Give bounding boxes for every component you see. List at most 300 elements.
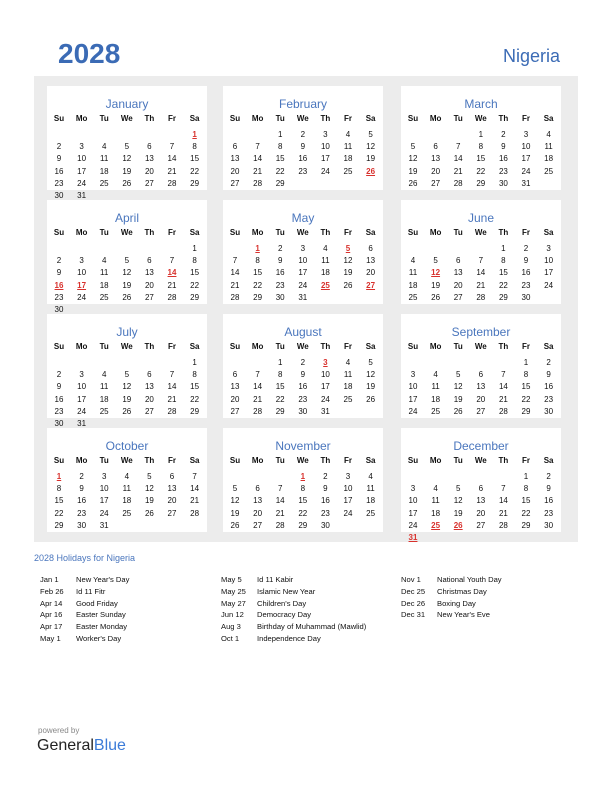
holiday-date: Apr 17 [40, 622, 63, 632]
holiday-name: Boxing Day [437, 598, 476, 608]
day-cell: 19 [144, 496, 154, 506]
day-cell: 24 [298, 280, 308, 290]
weekday-header: Tu [99, 456, 109, 465]
day-cell: 25 [122, 508, 132, 518]
day-cell: 29 [275, 178, 285, 188]
day-cell: 13 [431, 154, 441, 164]
holiday-day-cell: 17 [77, 280, 87, 290]
day-cell: 21 [230, 280, 240, 290]
day-cell: 26 [408, 178, 418, 188]
day-cell: 30 [54, 191, 64, 200]
day-cell: 3 [523, 130, 529, 139]
weekday-header: Mo [429, 114, 442, 123]
day-cell: 29 [521, 520, 531, 530]
day-cell: 22 [498, 280, 508, 290]
day-cell: 2 [323, 472, 328, 481]
day-cell: 16 [54, 166, 64, 176]
day-cell: 23 [498, 166, 508, 176]
day-cell: 12 [453, 496, 463, 506]
day-cell: 29 [253, 292, 263, 302]
day-cell: 3 [323, 130, 328, 139]
month-january [47, 86, 207, 200]
day-cell: 26 [453, 406, 463, 416]
holiday-name: Id 11 Fitr [76, 586, 106, 596]
weekday-header: Fr [344, 228, 352, 237]
day-cell: 25 [544, 166, 554, 176]
month-title: March [464, 97, 498, 111]
day-cell: 7 [169, 256, 175, 266]
day-cell: 22 [275, 394, 285, 404]
month-title: January [105, 97, 149, 111]
day-cell: 23 [521, 280, 531, 290]
day-cell: 24 [77, 406, 87, 416]
weekday-header: Mo [251, 456, 264, 465]
day-cell: 30 [275, 292, 285, 302]
month-title: October [105, 439, 149, 453]
weekday-header: Fr [168, 456, 176, 465]
month-october [47, 428, 207, 532]
holiday-day-cell: 12 [431, 268, 441, 278]
weekday-header: We [120, 228, 133, 237]
day-cell: 23 [544, 508, 554, 518]
day-cell: 4 [345, 130, 351, 139]
day-cell: 15 [298, 496, 308, 506]
day-cell: 7 [455, 142, 461, 152]
holiday-day-cell: 1 [192, 130, 197, 139]
day-cell: 6 [255, 484, 260, 494]
day-cell: 20 [476, 508, 486, 518]
day-cell: 28 [476, 292, 486, 302]
day-cell: 28 [498, 406, 508, 416]
day-cell: 18 [408, 280, 418, 290]
day-cell: 15 [275, 382, 285, 392]
day-cell: 18 [431, 394, 441, 404]
weekday-header: Fr [522, 228, 530, 237]
day-cell: 21 [498, 508, 508, 518]
holiday-date: Dec 26 [401, 598, 426, 608]
day-cell: 11 [431, 382, 440, 392]
holiday-date: Jan 1 [40, 575, 59, 584]
day-cell: 21 [498, 394, 508, 404]
day-cell: 6 [232, 370, 238, 380]
weekday-header: Tu [99, 114, 109, 123]
day-cell: 17 [521, 154, 531, 164]
day-cell: 12 [144, 484, 154, 494]
day-cell: 19 [453, 394, 463, 404]
weekday-header: Su [407, 342, 419, 351]
weekday-header: Sa [365, 114, 376, 123]
weekday-header: Su [229, 228, 241, 237]
holiday-day-cell: 1 [255, 244, 260, 253]
day-cell: 28 [167, 406, 177, 416]
day-cell: 31 [521, 178, 531, 188]
day-cell: 10 [343, 484, 353, 494]
day-cell: 10 [408, 496, 418, 506]
day-cell: 21 [476, 280, 486, 290]
day-cell: 11 [431, 496, 440, 506]
day-cell: 3 [345, 472, 351, 481]
day-cell: 6 [147, 256, 152, 266]
day-cell: 10 [320, 370, 330, 380]
day-cell: 22 [521, 394, 531, 404]
day-cell: 15 [54, 496, 64, 506]
day-cell: 17 [320, 382, 330, 392]
holiday-date: Apr 14 [40, 598, 63, 608]
day-cell: 1 [501, 244, 506, 253]
weekday-header: Th [498, 456, 509, 465]
month-may [223, 200, 383, 304]
day-cell: 19 [366, 382, 376, 392]
day-cell: 2 [501, 130, 506, 139]
day-cell: 6 [232, 142, 238, 152]
day-cell: 24 [99, 508, 109, 518]
day-cell: 7 [478, 256, 484, 266]
day-cell: 20 [453, 280, 463, 290]
day-cell: 18 [99, 394, 109, 404]
day-cell: 26 [366, 394, 376, 404]
day-cell: 30 [320, 520, 330, 530]
day-cell: 28 [498, 520, 508, 530]
day-cell: 20 [144, 394, 154, 404]
holiday-date: Dec 25 [401, 586, 426, 596]
weekday-header: Th [498, 228, 509, 237]
day-cell: 27 [230, 406, 240, 416]
weekday-header: Tu [275, 228, 285, 237]
year-title: 2028 [58, 38, 121, 69]
holiday-day-cell: 27 [366, 280, 376, 290]
weekday-header: Fr [168, 228, 176, 237]
holiday-day-cell: 25 [320, 280, 330, 290]
day-cell: 25 [343, 166, 353, 176]
day-cell: 16 [298, 382, 308, 392]
weekday-header: We [474, 114, 487, 123]
weekday-header: We [120, 342, 133, 351]
day-cell: 19 [122, 166, 132, 176]
day-cell: 13 [453, 268, 463, 278]
weekday-header: Tu [453, 228, 463, 237]
day-cell: 11 [100, 382, 109, 392]
day-cell: 21 [167, 280, 177, 290]
day-cell: 6 [478, 484, 484, 494]
weekday-header: Su [229, 456, 241, 465]
day-cell: 30 [54, 305, 64, 314]
day-cell: 19 [122, 280, 132, 290]
month-august [223, 314, 383, 418]
day-cell: 17 [408, 508, 418, 518]
month-title: November [275, 439, 331, 453]
weekday-header: Fr [168, 342, 176, 351]
holiday-name: Worker's Day [76, 633, 122, 643]
day-cell: 22 [298, 508, 308, 518]
weekday-header: Sa [543, 342, 554, 351]
day-cell: 15 [498, 268, 508, 278]
month-title: August [284, 325, 322, 339]
day-cell: 9 [277, 256, 283, 266]
day-cell: 12 [366, 370, 376, 380]
weekday-header: Mo [75, 114, 88, 123]
weekday-header: Su [407, 456, 419, 465]
weekday-header: Fr [344, 342, 352, 351]
day-cell: 14 [253, 154, 263, 164]
day-cell: 7 [169, 370, 175, 380]
weekday-header: Sa [365, 228, 376, 237]
day-cell: 4 [345, 358, 351, 367]
weekday-header: Fr [522, 114, 530, 123]
brand-general: General [37, 737, 94, 754]
day-cell: 9 [56, 154, 62, 164]
day-cell: 22 [190, 394, 200, 404]
day-cell: 13 [366, 256, 376, 266]
holiday-date: May 1 [40, 633, 61, 643]
day-cell: 28 [190, 508, 200, 518]
day-cell: 1 [478, 130, 484, 139]
day-cell: 17 [544, 268, 554, 278]
day-cell: 23 [544, 394, 554, 404]
holiday-name: Children's Day [257, 598, 307, 608]
weekday-header: Sa [543, 228, 554, 237]
day-cell: 26 [122, 406, 132, 416]
weekday-header: Th [144, 228, 155, 237]
day-cell: 15 [521, 496, 531, 506]
holiday-date: May 5 [221, 575, 242, 584]
day-cell: 20 [253, 508, 263, 518]
day-cell: 7 [255, 370, 260, 380]
weekday-header: We [296, 342, 309, 351]
weekday-header: Fr [344, 114, 352, 123]
day-cell: 10 [298, 256, 308, 266]
day-cell: 23 [320, 508, 330, 518]
day-cell: 21 [275, 508, 285, 518]
weekday-header: We [474, 228, 487, 237]
day-cell: 9 [56, 268, 62, 278]
day-cell: 21 [167, 166, 177, 176]
day-cell: 25 [99, 292, 109, 302]
day-cell: 7 [232, 256, 238, 266]
day-cell: 17 [343, 496, 353, 506]
holiday-date: May 25 [221, 586, 246, 596]
day-cell: 14 [498, 382, 508, 392]
day-cell: 4 [323, 244, 328, 253]
holiday-day-cell: 31 [408, 533, 418, 542]
day-cell: 5 [455, 370, 461, 380]
day-cell: 2 [300, 358, 306, 367]
day-cell: 8 [192, 142, 197, 152]
day-cell: 21 [167, 394, 177, 404]
weekday-header: Tu [99, 228, 109, 237]
day-cell: 21 [453, 166, 463, 176]
day-cell: 15 [253, 268, 263, 278]
day-cell: 1 [192, 244, 197, 253]
day-cell: 9 [523, 256, 529, 266]
day-cell: 29 [275, 406, 285, 416]
weekday-header: Th [320, 456, 331, 465]
day-cell: 7 [255, 142, 260, 152]
weekday-header: We [296, 114, 309, 123]
month-title: July [116, 325, 138, 339]
holiday-day-cell: 1 [56, 472, 62, 481]
day-cell: 20 [230, 394, 240, 404]
day-cell: 31 [77, 191, 87, 200]
day-cell: 16 [298, 154, 308, 164]
day-cell: 2 [56, 370, 62, 380]
day-cell: 27 [144, 178, 154, 188]
day-cell: 15 [190, 268, 200, 278]
weekday-header: Th [320, 114, 331, 123]
day-cell: 26 [144, 508, 154, 518]
day-cell: 22 [190, 280, 200, 290]
day-cell: 19 [122, 394, 132, 404]
day-cell: 24 [408, 406, 418, 416]
day-cell: 1 [523, 472, 529, 481]
day-cell: 30 [521, 292, 531, 302]
day-cell: 5 [124, 370, 130, 380]
day-cell: 9 [300, 142, 306, 152]
weekday-header: Su [53, 342, 65, 351]
holiday-name: Democracy Day [257, 610, 312, 620]
month-title: May [291, 211, 315, 225]
day-cell: 23 [77, 508, 87, 518]
weekday-header: Sa [189, 342, 200, 351]
month-title: April [114, 211, 139, 225]
day-cell: 27 [453, 292, 463, 302]
weekday-header: We [474, 456, 487, 465]
day-cell: 27 [230, 178, 240, 188]
day-cell: 14 [275, 496, 285, 506]
day-cell: 4 [124, 472, 130, 481]
day-cell: 2 [79, 472, 84, 481]
generalblue-logo[interactable] [37, 737, 126, 755]
day-cell: 10 [77, 382, 87, 392]
day-cell: 31 [320, 406, 330, 416]
day-cell: 5 [232, 484, 238, 494]
day-cell: 16 [54, 394, 64, 404]
day-cell: 2 [56, 256, 62, 266]
day-cell: 10 [544, 256, 554, 266]
holiday-name: National Youth Day [437, 575, 502, 584]
day-cell: 1 [277, 358, 283, 367]
day-cell: 22 [253, 280, 263, 290]
weekday-header: Tu [99, 342, 109, 351]
day-cell: 17 [408, 394, 418, 404]
day-cell: 24 [408, 520, 418, 530]
day-cell: 8 [300, 484, 306, 494]
day-cell: 9 [56, 382, 62, 392]
day-cell: 13 [476, 382, 486, 392]
weekday-header: Mo [75, 456, 88, 465]
holiday-name: Islamic New Year [257, 586, 316, 596]
day-cell: 4 [433, 370, 438, 380]
day-cell: 20 [476, 394, 486, 404]
day-cell: 15 [190, 382, 200, 392]
day-cell: 9 [323, 484, 328, 494]
day-cell: 2 [277, 244, 283, 253]
day-cell: 7 [169, 142, 175, 152]
day-cell: 24 [320, 166, 330, 176]
day-cell: 25 [343, 394, 353, 404]
day-cell: 4 [101, 370, 107, 380]
weekday-header: We [120, 456, 133, 465]
weekday-header: Su [53, 228, 65, 237]
day-cell: 14 [476, 268, 486, 278]
day-cell: 6 [169, 472, 175, 481]
day-cell: 18 [99, 280, 109, 290]
weekday-header: Sa [543, 114, 554, 123]
holiday-day-cell: 26 [453, 520, 463, 530]
day-cell: 28 [253, 406, 263, 416]
day-cell: 2 [546, 358, 551, 367]
day-cell: 13 [476, 496, 486, 506]
weekday-header: Mo [251, 342, 264, 351]
day-cell: 5 [124, 142, 130, 152]
day-cell: 24 [77, 292, 87, 302]
day-cell: 15 [190, 154, 200, 164]
day-cell: 16 [498, 154, 508, 164]
holiday-date: Aug 3 [221, 622, 241, 632]
day-cell: 26 [431, 292, 441, 302]
day-cell: 27 [431, 178, 441, 188]
day-cell: 9 [79, 484, 84, 494]
holiday-name: Independence Day [257, 633, 321, 643]
day-cell: 16 [544, 382, 554, 392]
day-cell: 21 [253, 394, 263, 404]
holiday-date: Dec 31 [401, 610, 426, 620]
day-cell: 28 [275, 520, 285, 530]
day-cell: 23 [298, 166, 308, 176]
day-cell: 25 [99, 406, 109, 416]
day-cell: 1 [523, 358, 529, 367]
holiday-day-cell: 14 [167, 268, 177, 278]
day-cell: 18 [99, 166, 109, 176]
day-cell: 11 [100, 154, 109, 164]
weekday-header: We [474, 342, 487, 351]
day-cell: 7 [501, 484, 506, 494]
day-cell: 2 [523, 244, 529, 253]
day-cell: 5 [433, 256, 438, 266]
day-cell: 12 [453, 382, 463, 392]
day-cell: 19 [408, 166, 418, 176]
weekday-header: Mo [251, 228, 264, 237]
day-cell: 18 [343, 154, 353, 164]
day-cell: 9 [300, 370, 306, 380]
day-cell: 12 [230, 496, 240, 506]
day-cell: 11 [343, 370, 353, 380]
day-cell: 17 [99, 496, 109, 506]
day-cell: 24 [343, 508, 353, 518]
day-cell: 5 [368, 130, 373, 139]
day-cell: 30 [544, 406, 554, 416]
day-cell: 29 [298, 520, 308, 530]
weekday-header: Tu [275, 114, 285, 123]
day-cell: 3 [79, 256, 84, 266]
weekday-header: Sa [365, 342, 376, 351]
day-cell: 13 [253, 496, 263, 506]
day-cell: 2 [546, 472, 551, 481]
day-cell: 5 [455, 484, 461, 494]
day-cell: 3 [101, 472, 107, 481]
day-cell: 23 [275, 280, 285, 290]
day-cell: 8 [501, 256, 506, 266]
day-cell: 20 [144, 280, 154, 290]
holiday-name: Easter Monday [76, 622, 128, 632]
weekday-header: Mo [75, 342, 88, 351]
day-cell: 8 [523, 484, 529, 494]
day-cell: 25 [99, 178, 109, 188]
day-cell: 23 [54, 292, 64, 302]
day-cell: 8 [56, 484, 62, 494]
day-cell: 29 [190, 406, 200, 416]
weekday-header: Tu [453, 456, 463, 465]
month-march [401, 86, 561, 190]
